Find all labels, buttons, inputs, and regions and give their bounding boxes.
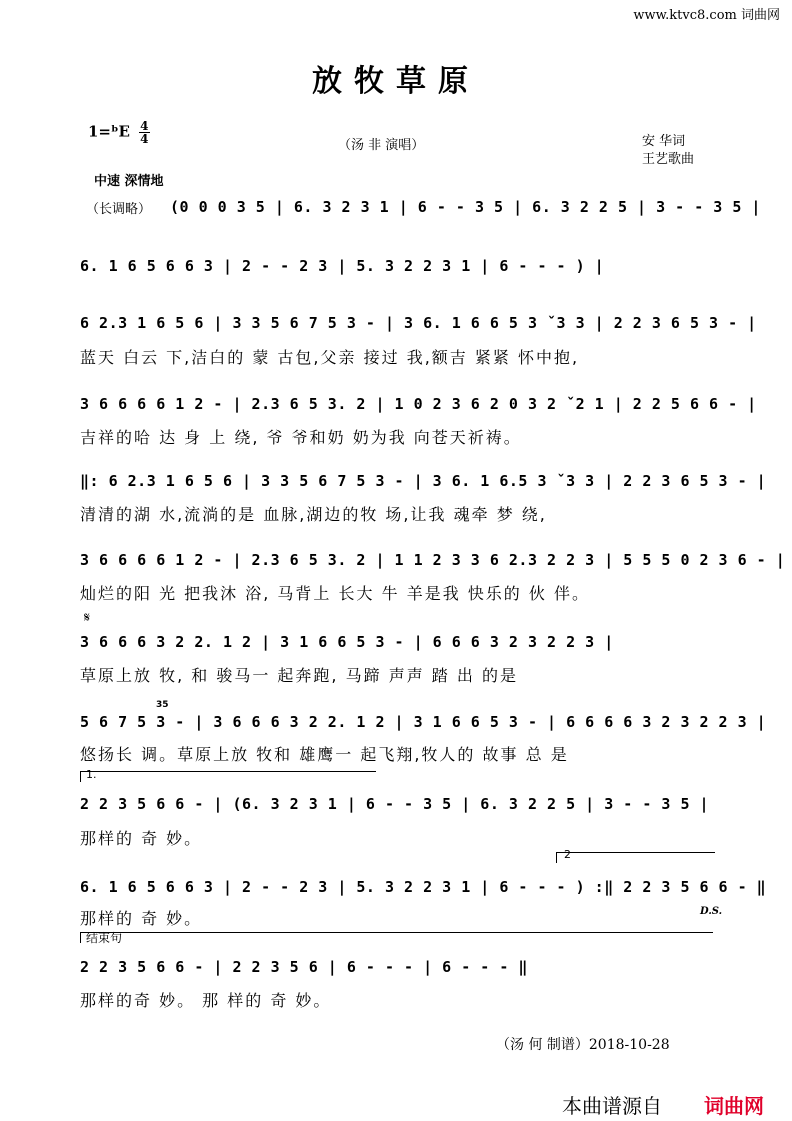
lyrics-row-8: 悠扬长 调。草原上放 牧和 雄鹰一 起飞翔,牧人的 故事 总 是	[80, 745, 569, 764]
notation-row-2: 6. 1 6 5 6 6 3 | 2 - - 2 3 | 5. 3 2 2 3 1 | 6 - - - ) |	[80, 257, 605, 275]
lyrics-row-7: 草原上放 牧, 和 骏马一 起奔跑, 马蹄 声声 踏 出 的是	[80, 666, 518, 685]
key-signature	[88, 120, 150, 145]
source-text: 本曲谱源自	[562, 1094, 662, 1118]
lyrics-row-9: 那样的 奇 妙。	[80, 829, 203, 848]
notation-row-7: 3 6 6 6 3 2 2. 1 2 | 3 1 6 6 5 3 - | 6 6 6 3 2 3 2 2 3 |	[80, 633, 614, 651]
lyrics-row-6: 灿烂的阳 光 把我沐 浴, 马背上 长大 牛 羊是我 快乐的 伙 伴。	[80, 584, 590, 603]
grace-notes: 35	[156, 700, 169, 710]
volta-2-label: 2	[564, 848, 571, 861]
time-signature	[139, 120, 149, 145]
lyrics-row-10: 那样的 奇 妙。	[80, 909, 203, 928]
site-logo: 词曲网	[704, 1094, 764, 1118]
notation-row-10: 6. 1 6 5 6 6 3 | 2 - - 2 3 | 5. 3 2 2 3 1 | 6 - - - ) :‖ 2 2 3 5 6 6 - ‖	[80, 878, 767, 896]
ds-marking: D.S.	[700, 906, 723, 917]
lyricist: 安 华词	[642, 134, 686, 149]
composer: 王艺歌曲	[642, 152, 695, 167]
notation-row-4: 3 6 6 6 6 1 2 - | 2.3 6 5 3. 2 | 1 0 2 3 6 2 0 3 2 ˇ2 1 | 2 2 5 6 6 - |	[80, 395, 757, 413]
transcriber-credit: （汤 何 制谱）2018-10-28	[496, 1037, 670, 1053]
time-top: 4	[140, 119, 149, 133]
page-title: 放牧草原	[312, 64, 480, 99]
intro-note: （长调略）	[86, 202, 152, 217]
notation-row-8: 5 6 7 5 3 - | 3 6 6 6 3 2 2. 1 2 | 3 1 6 6 5 3 - | 6 6 6 6 3 2 3 2 2 3 |	[80, 713, 767, 731]
segno-sign: 𝄋	[84, 610, 91, 626]
notation-row-9: 2 2 3 5 6 6 - | (6. 3 2 3 1 | 6 - - 3 5 | 6. 3 2 2 5 | 3 - - 3 5 |	[80, 795, 710, 813]
ending-label: 结束句	[86, 931, 123, 945]
notation-row-11: 2 2 3 5 6 6 - | 2 2 3 5 6 | 6 - - - | 6 - - - ‖	[80, 958, 528, 976]
watermark: www.ktvc8.com 词曲网	[633, 8, 780, 23]
key-tonic: 1=ᵇE	[88, 122, 130, 141]
notation-row-3: 6 2.3 1 6 5 6 | 3 3 5 6 7 5 3 - | 3 6. 1 6 6 5 3 ˇ3 3 | 2 2 3 6 5 3 - |	[80, 314, 757, 332]
volta-1-label: 1.	[86, 768, 97, 781]
notation-row-6: 3 6 6 6 6 1 2 - | 2.3 6 5 3. 2 | 1 1 2 3 3 6 2.3 2 2 3 | 5 5 5 0 2 3 6 - |	[80, 551, 786, 569]
lyrics-row-5: 清清的湖 水,流淌的是 血脉,湖边的牧 场,让我 魂牵 梦 绕,	[80, 505, 547, 524]
volta-2-bracket	[556, 852, 715, 863]
lyrics-row-11: 那样的奇 妙。 那 样的 奇 妙。	[80, 991, 332, 1010]
volta-1-bracket	[80, 771, 376, 782]
lyrics-row-3: 蓝天 白云 下,洁白的 蒙 古包,父亲 接过 我,额吉 紧紧 怀中抱,	[80, 348, 580, 367]
notation-row-1: (0 0 0 3 5 | 6. 3 2 3 1 | 6 - - 3 5 | 6. 3 2 2 5 | 3 - - 3 5 |	[170, 198, 761, 216]
notation-row-5: ‖: 6 2.3 1 6 5 6 | 3 3 5 6 7 5 3 - | 3 6. 1 6.5 3 ˇ3 3 | 2 2 3 6 5 3 - |	[80, 472, 767, 490]
ending-bracket	[80, 932, 713, 943]
lyrics-row-4: 吉祥的哈 达 身 上 绕, 爷 爷和奶 奶为我 向苍天祈祷。	[80, 428, 522, 447]
time-bottom: 4	[140, 132, 149, 146]
performer: （汤 非 演唱）	[338, 138, 425, 153]
tempo-marking: 中速 深情地	[94, 174, 164, 189]
